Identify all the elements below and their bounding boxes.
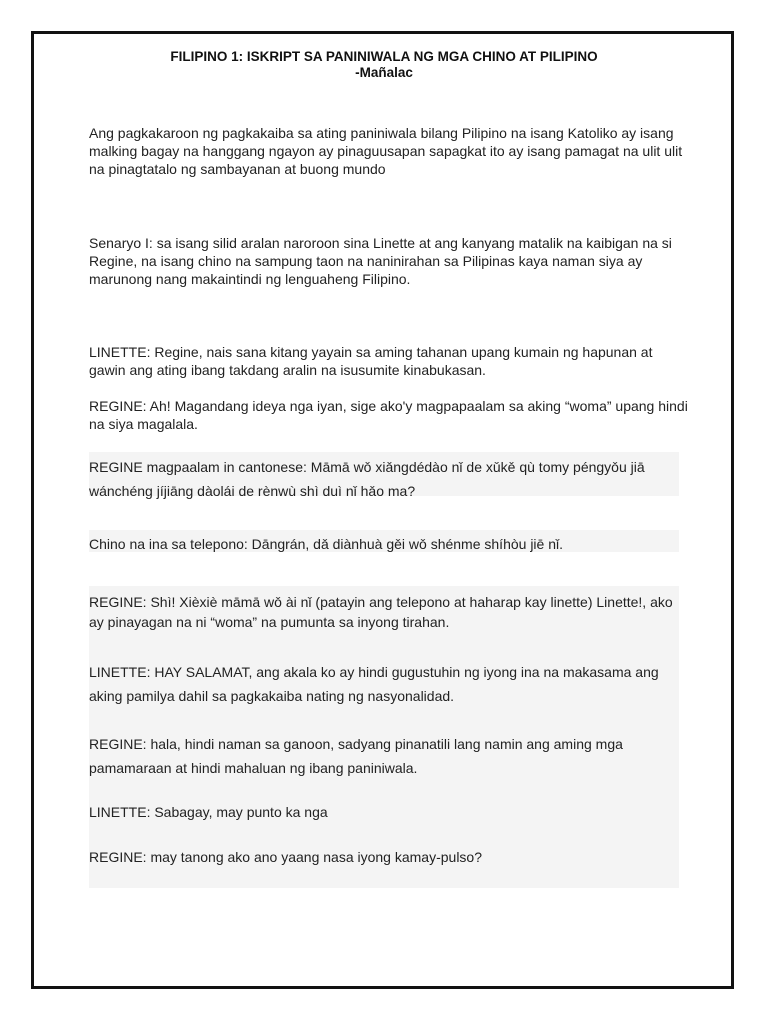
dialogue-line: LINETTE: Regine, nais sana kitang yayain sa aming tahanan upang kumain ng hapunan at gawin ang ating ibang takdang aralin na isusumite kinabukasan. <box>89 344 653 378</box>
scenario-paragraph: Senaryo I: sa isang silid aralan naroroon sina Linette at ang kanyang matalik na kaibigan na si Regine, na isang chino na sampung taon na naninirahan sa Pilipinas kaya naman siya ay marunong nang makaintindi ng lenguaheng Filipino. <box>89 235 672 287</box>
dialogue-line: REGINE: hala, hindi naman sa ganoon, sadyang pinanatili lang namin ang aming mga pamamaraan at hindi mahaluan ng ibang paniniwala. <box>89 736 623 776</box>
dialogue-line: REGINE: may tanong ako ano yaang nasa iyong kamay-pulso? <box>89 849 483 865</box>
document-title: FILIPINO 1: ISKRIPT SA PANINIWALA NG MGA CHINO AT PILIPINO <box>170 49 598 64</box>
dialogue-line: LINETTE: Sabagay, may punto ka nga <box>89 804 328 820</box>
dialogue-line: LINETTE: HAY SALAMAT, ang akala ko ay hindi gugustuhin ng iyong ina na makasama ang aking pamilya dahil sa pagkakaiba nating ng nasyonalidad. <box>89 664 659 704</box>
dialogue-line: REGINE: Ah! Magandang ideya nga iyan, sige ako'y magpapaalam sa aking “woma” upang hindi na siya magalala. <box>89 398 688 432</box>
document-author: -Mañalac <box>355 65 413 80</box>
intro-paragraph: Ang pagkakaroon ng pagkakaiba sa ating paniniwala bilang Pilipino na isang Katoliko ay isang malking bagay na hanggang ngayon ay pinaguusapan sapagkat ito ay isang pamagat na ulit ulit na pinagtatalo ng sambayanan at buong mundo <box>89 125 683 177</box>
dialogue-line: REGINE magpaalam in cantonese: Māmā wǒ xiǎngdédào nǐ de xǔkě qù tomy péngyǒu jiā wánchéng jíjiāng dàolái de rènwù shì duì nǐ hǎo ma? <box>89 459 645 499</box>
dialogue-line: Chino na ina sa telepono: Dāngrán, dǎ diànhuà gěi wǒ shénme shíhòu jiē nǐ. <box>89 536 563 552</box>
dialogue-line: REGINE: Shì! Xièxiè māmā wǒ ài nǐ (patayin ang telepono at haharap kay linette) Linette!, ako ay pinayagan na ni “woma” na pumunta sa inyong tirahan. <box>89 594 673 630</box>
